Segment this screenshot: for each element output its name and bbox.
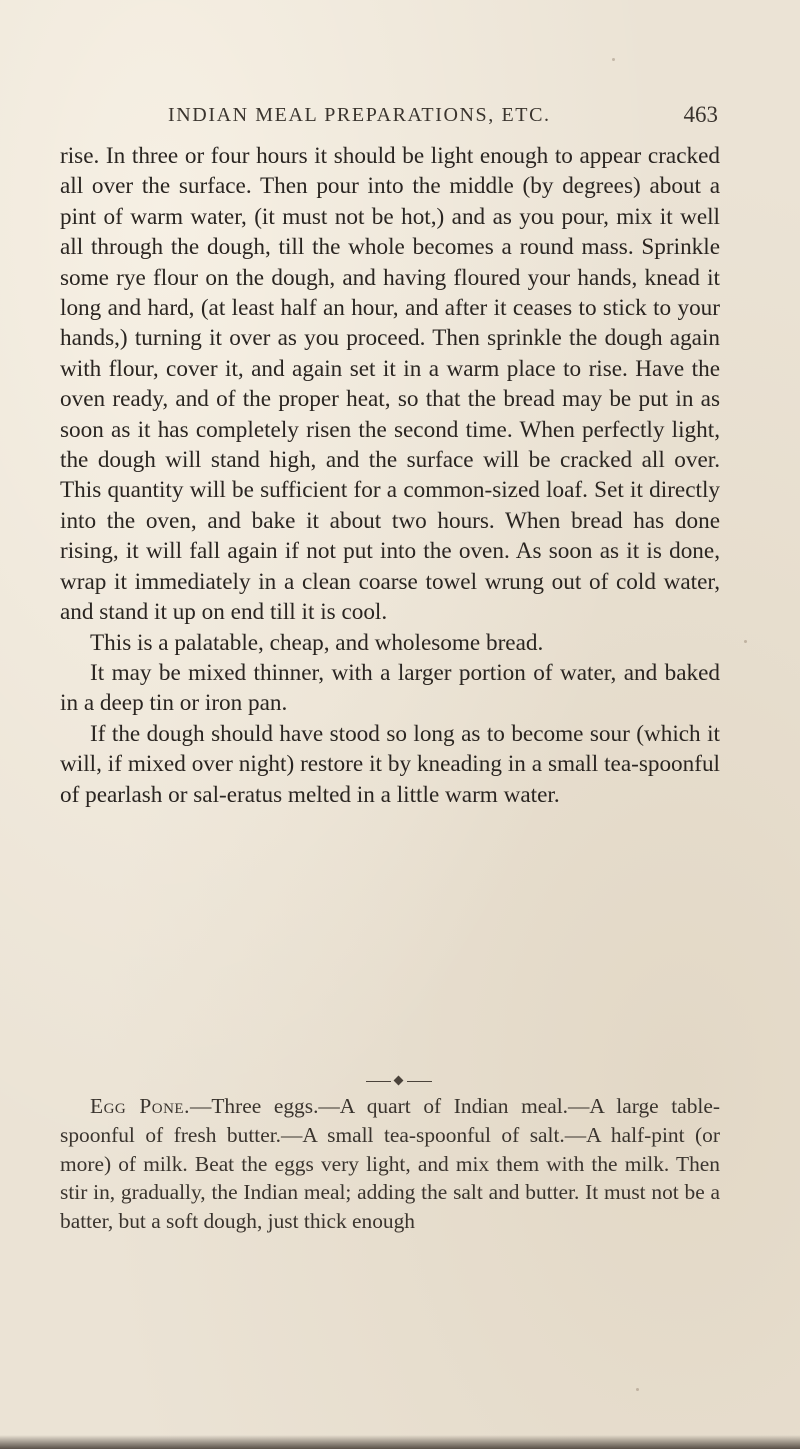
paper-speck: [636, 1388, 639, 1391]
running-head: INDIAN MEAL PREPARATIONS, ETC.: [168, 104, 551, 126]
section-divider: [366, 1075, 432, 1087]
page-number: 463: [683, 102, 718, 127]
paragraph: If the dough should have stood so long as to become sour (which it will, if mixed over night) restore it by kneading in a small tea-spoonful of pearlash or sal-eratus melted in a little warm water.: [60, 720, 720, 808]
paper-speck: [612, 58, 615, 61]
paper-speck: [744, 640, 747, 643]
main-text: [60, 141, 720, 810]
divider-rule-left: [366, 1081, 391, 1082]
recipe-egg-pone: [60, 1092, 720, 1236]
recipe-paragraph: [60, 1092, 720, 1236]
page-edge-shadow: [0, 1435, 800, 1449]
recipe-text: —Three eggs.—A quart of Indian meal.—A large table-spoonful of fresh butter.—A small tea-spoonful of salt.—A half-pint (or more) of milk. Beat the eggs very light, and mix them with the milk. Then stir in, gradually, the Indian meal; adding the salt and butter. It must not be a batter, but a soft dough, just thick enough: [60, 1094, 720, 1234]
diamond-ornament-icon: [394, 1076, 404, 1086]
paragraph: This is a palatable, cheap, and wholesome bread.: [90, 629, 544, 656]
divider-rule-right: [407, 1081, 432, 1082]
paragraph-continued: rise. In three or four hours it should be light enough to appear cracked all over the surface. Then pour into the middle (by degrees) about a pint of warm water, (it must not be hot,) and as you pour, mix it well all through the dough, till the whole becomes a round mass. Sprinkle some rye flour on the dough, and having floured your hands, knead it long and hard, (at least half an hour, and after it ceases to stick to your hands,) turning it over as you proceed. Then sprinkle the dough again with flour, cover it, and again set it in a warm place to rise. Have the oven ready, and of the proper heat, so that the bread may be put in as soon as it has completely risen the second time. When perfectly light, the dough will stand high, and the surface will be cracked all over. This quantity will be sufficient for a common-sized loaf. Set it directly into the oven, and bake it about two hours. When bread has done rising, it will fall again if not put into the oven. As soon as it is done, wrap it immediately in a clean coarse towel wrung out of cold water, and stand it up on end till it is cool.: [60, 143, 720, 626]
page-header: [112, 102, 718, 136]
recipe-title: Egg Pone.: [90, 1094, 190, 1118]
paragraph: It may be mixed thinner, with a larger portion of water, and baked in a deep tin or iron pan.: [60, 659, 720, 717]
